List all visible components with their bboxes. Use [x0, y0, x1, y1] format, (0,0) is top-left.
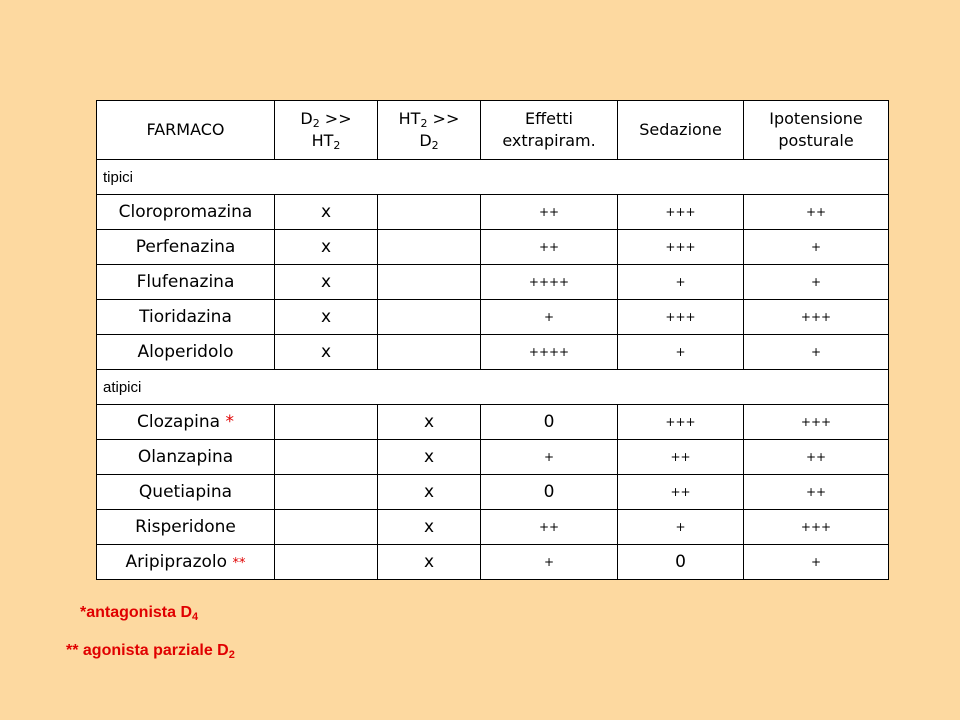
extrapyramidal-cell: ++	[481, 230, 618, 265]
ht2-selectivity-cell: x	[378, 405, 481, 440]
ht2-selectivity-cell	[378, 195, 481, 230]
d2-selectivity-cell: x	[275, 195, 378, 230]
table-row	[97, 440, 889, 475]
d2-selectivity-cell: x	[275, 300, 378, 335]
extrapyramidal-cell: ++++	[481, 265, 618, 300]
header-farmaco: FARMACO	[97, 101, 275, 160]
table-row	[97, 265, 889, 300]
d2-selectivity-cell	[275, 405, 378, 440]
drug-name: Aripiprazolo **	[97, 545, 275, 580]
table-row	[97, 475, 889, 510]
drug-name: Olanzapina	[97, 440, 275, 475]
hypotension-cell: ++	[744, 440, 889, 475]
drug-name: Aloperidolo	[97, 335, 275, 370]
hypotension-cell: +++	[744, 405, 889, 440]
ht2-selectivity-cell	[378, 300, 481, 335]
extrapyramidal-cell: ++	[481, 510, 618, 545]
extrapyramidal-cell: 0	[481, 475, 618, 510]
table-header-row	[97, 101, 889, 160]
ht2-selectivity-cell: x	[378, 545, 481, 580]
extrapyramidal-cell: +	[481, 300, 618, 335]
footnote-marker: **	[232, 556, 246, 571]
d2-selectivity-cell: x	[275, 230, 378, 265]
hypotension-cell: ++	[744, 475, 889, 510]
atypical-rows	[97, 405, 889, 580]
hypotension-cell: +++	[744, 300, 889, 335]
drug-name: Clozapina *	[97, 405, 275, 440]
extrapyramidal-cell: ++	[481, 195, 618, 230]
hypotension-cell: +++	[744, 510, 889, 545]
d2-selectivity-cell	[275, 475, 378, 510]
sedation-cell: +++	[618, 405, 744, 440]
drug-name: Risperidone	[97, 510, 275, 545]
extrapyramidal-cell: ++++	[481, 335, 618, 370]
hypotension-cell: +	[744, 335, 889, 370]
hypotension-cell: ++	[744, 195, 889, 230]
group-row-typical	[97, 160, 889, 195]
header-effetti-extrapiramidali: Effetti extrapiram.	[481, 101, 618, 160]
sedation-cell: +	[618, 510, 744, 545]
header-ipotensione-posturale: Ipotensione posturale	[744, 101, 889, 160]
drug-comparison-table	[96, 100, 889, 580]
sedation-cell: +	[618, 265, 744, 300]
drug-name: Tioridazina	[97, 300, 275, 335]
extrapyramidal-cell: +	[481, 440, 618, 475]
ht2-selectivity-cell: x	[378, 440, 481, 475]
ht2-selectivity-cell: x	[378, 475, 481, 510]
sedation-cell: ++	[618, 475, 744, 510]
typical-rows	[97, 195, 889, 370]
ht2-selectivity-cell: x	[378, 510, 481, 545]
sedation-cell: +	[618, 335, 744, 370]
d2-selectivity-cell: x	[275, 265, 378, 300]
footnote-partial-agonist-d2: ** agonista parziale $D_2$	[66, 642, 235, 661]
table-row	[97, 230, 889, 265]
drug-name: Perfenazina	[97, 230, 275, 265]
header-d2-ht2: $D_2$ >> $HT_2$	[275, 101, 378, 160]
ht2-selectivity-cell	[378, 335, 481, 370]
hypotension-cell: +	[744, 265, 889, 300]
drug-name: Cloropromazina	[97, 195, 275, 230]
sedation-cell: ++	[618, 440, 744, 475]
d2-selectivity-cell: x	[275, 335, 378, 370]
sedation-cell: +++	[618, 230, 744, 265]
hypotension-cell: +	[744, 230, 889, 265]
table-row	[97, 510, 889, 545]
ht2-selectivity-cell	[378, 265, 481, 300]
header-ht2-d2: $HT_2$ >> $D_2$	[378, 101, 481, 160]
sedation-cell: +++	[618, 300, 744, 335]
table-row	[97, 405, 889, 440]
header-sedazione: Sedazione	[618, 101, 744, 160]
sedation-cell: 0	[618, 545, 744, 580]
drug-name: Quetiapina	[97, 475, 275, 510]
sedation-cell: +++	[618, 195, 744, 230]
extrapyramidal-cell: +	[481, 545, 618, 580]
extrapyramidal-cell: 0	[481, 405, 618, 440]
d2-selectivity-cell	[275, 440, 378, 475]
table-row	[97, 195, 889, 230]
footnote-marker: *	[225, 412, 234, 432]
table-row	[97, 335, 889, 370]
group-label-typical: tipici	[97, 160, 889, 195]
d2-selectivity-cell	[275, 510, 378, 545]
table-row	[97, 545, 889, 580]
group-label-atypical: atipici	[97, 370, 889, 405]
table-row	[97, 300, 889, 335]
drug-name: Flufenazina	[97, 265, 275, 300]
hypotension-cell: +	[744, 545, 889, 580]
footnote-antagonist-d4: *antagonista $D_4$	[80, 604, 199, 623]
ht2-selectivity-cell	[378, 230, 481, 265]
group-row-atypical	[97, 370, 889, 405]
d2-selectivity-cell	[275, 545, 378, 580]
